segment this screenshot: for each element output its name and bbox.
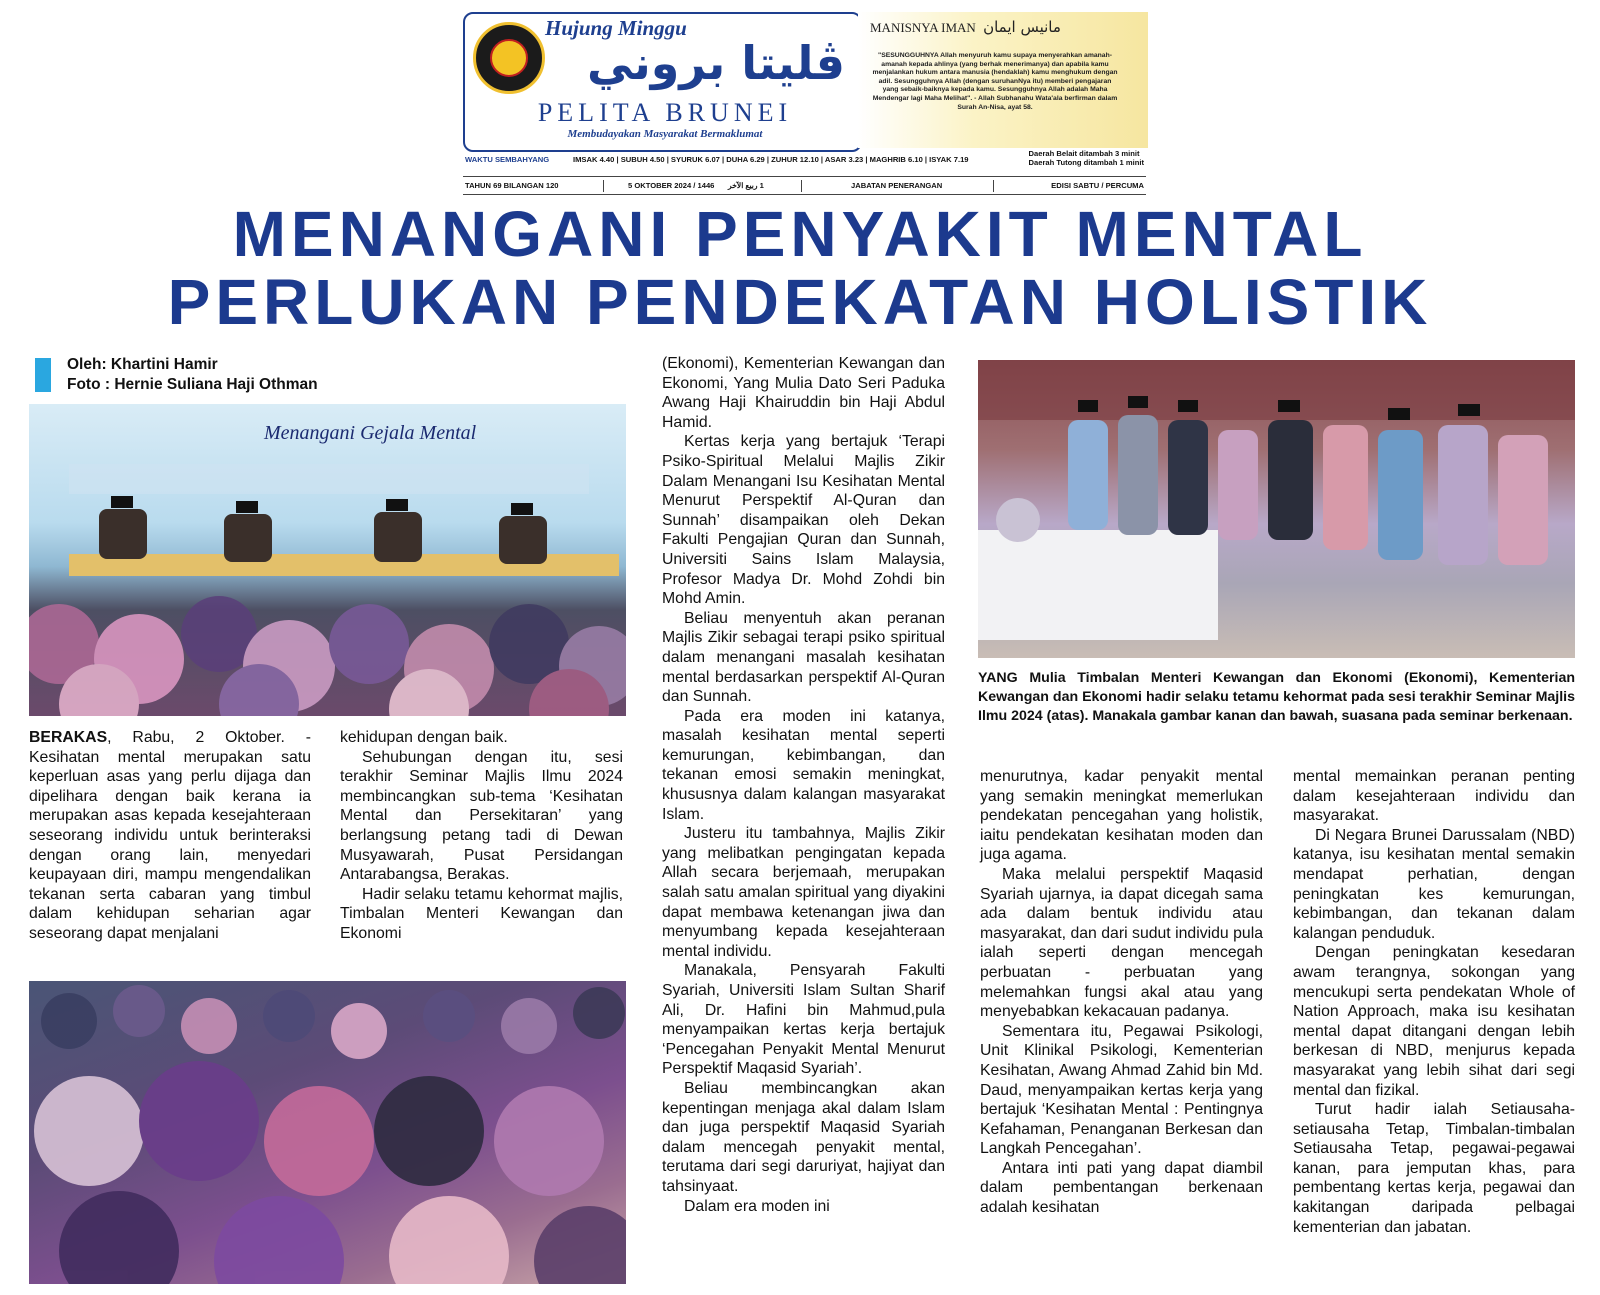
byline [67, 355, 318, 395]
article-paragraph: kehidupan dengan baik. [340, 729, 508, 746]
issue-date: 5 OKTOBER 2024 / 1446 [628, 181, 715, 190]
article-paragraph: Di Negara Brunei Darussalam (NBD) katanya, isu kesihatan mental semakin mendapat perhatian, dengan peningkatan kes kemurungan, kebimbangan, dan tekanan dalam kalangan penduduk. [1293, 826, 1575, 942]
manisnya-iman-box [858, 12, 1148, 148]
issue-info-bar [463, 178, 1146, 195]
article-paragraph: Manakala, Pensyarah Fakulti Syariah, Universiti Islam Sultan Sharif Ali, Dr. Hafini bin Mahmud,pula menyampaikan kertas kerja bertajuk ‘Pencegahan Penyakit Mental Menurut Perspektif Maqasid Syariah’. [662, 962, 945, 1078]
article-paragraph: Sehubungan dengan itu, sesi terakhir Seminar Majlis Ilmu 2024 membincangkan sub-tema ‘Kesihatan Mental dan Persekitaran’ yang berlangsung petang tadi di Dewan Musyawarah, Pusat Persidangan Antarabangsa, Berakas. [340, 748, 623, 884]
photo-seminar-panel [29, 404, 626, 716]
iman-verse: "SESUNGGUHNYA Allah menyuruh kamu supaya menyerahkan amanah-amanah kepada ahlinya (yang berhak menerimanya) dan apabila kamu menjalankan hukum antara manusia (hendaklah) kamu menghukum dengan adil. Sesungguhnya Allah (dengan suruhanNya itu) memberi pengajaran yang sebaik-baiknya kepada kamu. Sesungguhnya Allah adalah Maha Mendengar lagi Maha Melihat". - Allah Subhanahu Wata'ala berfirman dalam Surah An-Nisa, ayat 58. [872, 52, 1118, 111]
article-paragraph: Dalam era moden ini [684, 1197, 830, 1215]
guests-scene [978, 360, 1575, 658]
article-paragraph: Antara inti pati yang dapat diambil dalam pembentangan berkenaan adalah kesihatan [980, 1159, 1263, 1217]
masthead [463, 12, 1146, 190]
article-paragraph: Sementara itu, Pegawai Psikologi, Unit Klinikal Psikologi, Kementerian Kesihatan, Awang Ahmad Zahid bin Md. Daud, menyampaikan kertas kerja yang bertajuk ‘Kesihatan Mental : Pentingnya Kefahaman, Penanganan Berkesan dan Langkah Pencegahan’. [980, 1022, 1263, 1158]
masthead-hujung-minggu: Hujung Minggu [545, 16, 687, 40]
headline-line-2: PERLUKAN PENDEKATAN HOLISTIK [167, 266, 1433, 338]
article-paragraph: Beliau menyentuh akan peranan Majlis Zikir sebagai terapi psiko spiritual dalam menangani masalah kesihatan mental berdasarkan perspektif Al-Quran dan Sunnah. [662, 609, 945, 706]
article-column-1 [29, 728, 311, 944]
dateline-text: , Rabu, 2 Oktober. - Kesihatan mental merupakan satu keperluan asas yang perlu dijaga dan dipelihara dengan baik kerana ia merupakan asas kepada kesejahteraan seseorang individu untuk berinteraksi dengan orang lain, menyedari keupayaan diri, mampu mengendalikan tekanan serta cabaran yang timbul dalam kehidupan seharian agar seseorang dapat menjalani [29, 729, 311, 942]
article-paragraph: mental memainkan peranan penting dalam kesejahteraan individu dan masyarakat. [1293, 768, 1575, 825]
byline-author: Oleh: Khartini Hamir [67, 356, 218, 373]
audience-scene [29, 981, 626, 1284]
prayer-times-bar [463, 148, 1146, 177]
panel-banner-title: Menangani Gejala Mental [264, 422, 477, 444]
prayer-notes [1029, 149, 1144, 167]
masthead-jawi-title: ڤليتا بروني [586, 36, 845, 90]
byline-marker [35, 358, 51, 392]
headline-line-1: MENANGANI PENYAKIT MENTAL [232, 198, 1368, 270]
masthead-title: PELITA BRUNEI [537, 98, 793, 127]
prayer-times: IMSAK 4.40 | SUBUH 4.50 | SYURUK 6.07 | DUHA 6.29 | ZUHUR 12.10 | ASAR 3.23 | MAGHRIB 6.10 | ISYAK 7.19 [573, 155, 969, 164]
article-paragraph: Turut hadir ialah Setiausaha-setiausaha Tetap, Timbalan-timbalan Setiausaha Tetap, pegawai-pegawai kanan, para jemputan khas, para pembentang kertas kerja, pegawai dan kakitangan daripada pelbagai kementerian dan jabatan. [1293, 1101, 1575, 1236]
panel-scene [29, 404, 626, 716]
iman-title-jawi: مانيس ايمان [983, 18, 1061, 36]
issue-hijri: 1 ربيع الآخر [728, 181, 764, 190]
article-paragraph: (Ekonomi), Kementerian Kewangan dan Ekonomi, Yang Mulia Dato Seri Paduka Awang Haji Khairuddin bin Haji Abdul Hamid. [662, 355, 945, 431]
brunei-emblem-icon [473, 22, 545, 94]
masthead-logo-box [463, 12, 862, 152]
photo-guests-of-honour [978, 360, 1575, 658]
prayer-note-belait: Daerah Belait ditambah 3 minit [1028, 149, 1140, 158]
article-column-2 [340, 728, 623, 944]
article-column-3 [662, 354, 945, 1216]
prayer-note-tutong: Daerah Tutong ditambah 1 minit [1028, 158, 1144, 167]
article-paragraph: Maka melalui perspektif Maqasid Syariah ujarnya, ia dapat dicegah sama ada dalam bentuk individu atau masyarakat, dan dari sudut individu pula ialah seperti dengan mencegah perbuatan - perbuatan yang melemahkan fungsi akal atau yang menyebabkan kekacauan padanya. [980, 865, 1263, 1021]
article-paragraph: Justeru itu tambahnya, Majlis Zikir yang melibatkan pengingatan kepada Allah secara berjemaah, merupakan salah satu amalan spiritual yang diyakini dapat membawa ketenangan jiwa dan menyumbang kepada kesejahteraan mental individu. [662, 825, 945, 960]
article-paragraph: menurutnya, kadar penyakit mental yang semakin meningkat memerlukan pendekatan pencegahan yang holistik, iaitu pendekatan kesihatan moden dan juga agama. [980, 768, 1263, 864]
photo-audience [29, 981, 626, 1284]
issue-edition: EDISI SABTU / PERCUMA [1051, 181, 1144, 190]
issue-publisher: JABATAN PENERANGAN [851, 181, 943, 190]
article-paragraph: Beliau membincangkan akan kepentingan menjaga akal dalam Islam dan juga perspektif Maqasid Syariah dalam mencegah penyakit mental, terutama dari segi daruriyat, hajiyat dan tahsinyaat. [662, 1079, 945, 1195]
iman-title-latin: MANISNYA IMAN [870, 20, 976, 35]
prayer-label: WAKTU SEMBAHYANG [465, 155, 550, 164]
headline [0, 200, 1600, 336]
article-column-5 [1293, 767, 1575, 1237]
article-paragraph: Dengan peningkatan kesedaran awam terangnya, sokongan yang mencukupi serta pendekatan Whole of Nation Approach, maka isu kesihatan mental dapat ditangani dengan lebih berkesan di NBD, menjurus kepada masyarakat yang lebih sihat dari segi mental dan fizikal. [1293, 944, 1575, 1099]
article-paragraph: Hadir selaku tetamu kehormat majlis, Timbalan Menteri Kewangan dan Ekonomi [340, 885, 623, 942]
article-column-4 [980, 767, 1263, 1218]
article-paragraph: Pada era moden ini katanya, masalah kesihatan mental seperti kemurungan, kebimbangan, dan tekanan emosi semakin meningkat, khususnya dalam kalangan masyarakat Islam. [662, 707, 945, 823]
dateline-place: BERAKAS [29, 729, 108, 746]
article-paragraph [29, 728, 311, 944]
iman-title [870, 18, 1061, 36]
masthead-motto: Membudayakan Masyarakat Bermaklumat [567, 128, 763, 140]
photo-caption: YANG Mulia Timbalan Menteri Kewangan dan Ekonomi (Ekonomi), Kementerian Kewangan dan Ekonomi hadir selaku tetamu kehormat pada sesi terakhir Seminar Majlis Ilmu 2024 (atas). Manakala gambar kanan dan bawah, suasana pada seminar berkenaan. [978, 670, 1575, 724]
byline-photographer: Foto : Hernie Suliana Haji Othman [67, 376, 318, 393]
issue-volume: TAHUN 69 BILANGAN 120 [465, 181, 559, 190]
article-paragraph: Kertas kerja yang bertajuk ‘Terapi Psiko-Spiritual Melalui Majlis Zikir Dalam Menangani Isu Kesihatan Mental Menurut Perspektif Al-Quran dan Sunnah’ disampaikan oleh Dekan Fakulti Pengajian Quran dan Sunnah, Universiti Sains Islam Malaysia, Profesor Madya Dr. Mohd Zohdi bin Mohd Amin. [662, 433, 945, 608]
